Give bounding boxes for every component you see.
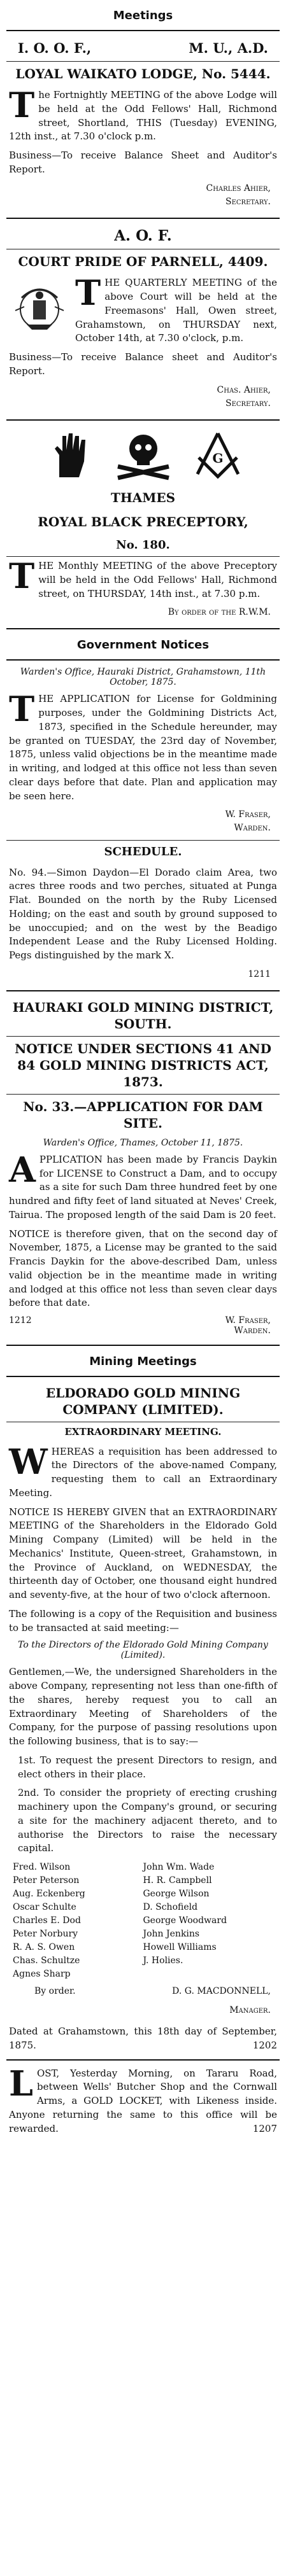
gov-schedule-num: 1211 [248, 969, 271, 979]
skull-crossbones-icon [108, 430, 178, 480]
lost-body: LOST, Yesterday Morning, on Tararu Road, between Wells' Butcher Shop and the Cornwall Arms, a GOLD LOCKET, with Likeness inside. Anyone returning the same to this office will be rewarded. 1207 [9, 2062, 277, 2134]
preceptory-body: THE Monthly MEETING of the above Preceptory will be held in the Odd Fellows' Hall, Richmond street, on THURSDAY, 14th inst., at 7.30 p.m. [9, 556, 277, 599]
preceptory-l3: No. 180. [116, 538, 170, 552]
drop-cap: W [9, 1441, 48, 1482]
drop-cap: T [9, 556, 35, 597]
eldorado-gentlemen: Gentlemen,—We, the undersigned Shareholders in the above Company, representing not less than one-fifth of the shares, hereby request you to call an Extraordinary Meeting of Shareholders of the Company, for the purpose of passing resolutions upon the following business, that is to say:— [9, 1666, 277, 1747]
preceptory-l2: ROYAL BLACK PRECEPTORY, [38, 514, 248, 529]
eldorado-notice [0, 1377, 286, 2059]
eldorado-to: To the Directors of the Eldorado Gold Mining Company (Limited). [18, 1640, 268, 1661]
drop-cap: T [9, 689, 35, 730]
meetings-header: Meetings [113, 9, 173, 22]
eldorado-signature: By order. D. G. MACDONNELL, [34, 1986, 271, 1997]
eldorado-copy: The following is a copy of the Requisition and business to be transacted at said meeting:— [9, 1607, 277, 1634]
aof-title: A. O. F. [114, 227, 172, 244]
aof-business: Business—To receive Balance sheet and Auditor's Report. [9, 351, 277, 377]
eldorado-dated: Dated at Grahamstown, this 18th day of September, 1875. 1202 [9, 2026, 277, 2051]
hauraki-title: HAURAKI GOLD MINING DISTRICT, SOUTH. [12, 999, 274, 1032]
gov-office: Warden's Office, Hauraki District, Grahamstown, 11th October, 1875. [20, 667, 266, 688]
ioof-notice [0, 31, 286, 218]
aof-notice [0, 219, 286, 419]
eldorado-body: WHEREAS a requisition has been addressed to the Directors of the above-named Company, requesting them to call an Extraordinary Meeting. [9, 1441, 277, 1499]
gov-schedule-body: No. 94.—Simon Daydon—El Dorado claim Area, two acres three roods and two perches, situated at Punga Flat. Bounded on the north by the Ruby Licensed Holding; on the east and south by ground supposed to be unoccupied; and on the west by the Beadigo Independent Lease and the Ruby Licensed Holding. Pegs distinguished by the mark X. [9, 866, 277, 962]
drop-cap: L [9, 2062, 33, 2104]
lost-notice [0, 2061, 286, 2143]
ioof-business: Business—To receive Balance Sheet and Auditor's Report. [9, 150, 277, 175]
gov-notice [0, 661, 286, 990]
names-left: Fred. Wilson Peter Peterson Aug. Eckenberg Oscar Schulte Charles E. Dod Peter Norbury R. A. S. Owen Chas. Schultze Agnes Sharp [13, 1862, 85, 1980]
eldorado-notice-body: NOTICE IS HEREBY GIVEN that an EXTRAORDINARY MEETING of the Shareholders in the Eldorado Gold Mining Company (Limited) will be held in the Mechanics' Institute, Queen-street, Grahamstown, in the Province of Auckland, on WEDNESDAY, the thirteenth day of October, one thousand eight hundred and seventy-five, at the hour of two o'clock afternoon. [9, 1506, 277, 1601]
svg-text:G: G [211, 450, 224, 466]
aof-signature: Chas. Ahier, Secretary. [217, 384, 271, 409]
preceptory-l1: THAMES [110, 489, 176, 505]
eldorado-title: ELDORADO GOLD MINING COMPANY (LIMITED). [45, 1385, 241, 1418]
drop-cap: T [9, 85, 35, 125]
drop-cap: T [75, 272, 101, 314]
mining-header: Mining Meetings [89, 1355, 197, 1369]
eldorado-item2: 2nd. To consider the propriety of erecting crushing machinery upon the Company's ground, or securing a site for the machinery adjacent thereto, and to authorise the Directors to raise the necessary capital. [18, 1787, 277, 1854]
square-compass-icon [192, 430, 243, 480]
aof-body: THE QUARTERLY MEETING of the above Court will be held at the Freemasons' Hall, Owen street, Grahamstown, on THURSDAY next, October 14th, at 7.30 o'clock, p.m. [0, 274, 286, 348]
ioof-right: M. U., A.D. [189, 40, 268, 56]
ioof-body: The Fortnightly MEETING of the above Lodge will be held at the Odd Fellows' Hall, Richmond street, Shortland, THIS (Tuesday) EVENING, 12th inst., at 7.30 o'clock p.m. [9, 85, 277, 143]
hand-icon [43, 430, 94, 480]
hauraki-office: Warden's Office, Thames, October 11, 1875. [43, 1137, 243, 1148]
aof-court: COURT PRIDE OF PARNELL, 4409. [18, 254, 268, 270]
drop-cap: A [9, 1149, 36, 1190]
eldorado-extra: EXTRAORDINARY MEETING. [64, 1426, 222, 1438]
preceptory-emblems [0, 424, 286, 486]
ioof-title-row [0, 35, 286, 61]
gov-header: Government Notices [76, 638, 210, 652]
forester-emblem-icon [9, 279, 70, 333]
hauraki-notice [0, 991, 286, 1345]
names-right: John Wm. Wade H. R. Campbell George Wilson D. Schofield George Woodward John Jenkins Howell Williams J. Holies. [143, 1862, 227, 1966]
hauraki-app: No. 33.—APPLICATION FOR DAM SITE. [23, 1098, 263, 1131]
black-preceptory-notice [0, 421, 286, 629]
hauraki-notice-title: NOTICE UNDER SECTIONS 41 AND 84 GOLD MINING DISTRICTS ACT, 1873. [15, 1040, 271, 1089]
hauraki-notice-body: NOTICE is therefore given, that on the second day of November, 1875, a License may be granted to the said Francis Daykin for the above-described Dam, unless valid objection be in the meantime made in writing and lodged at this office not less than seven clear days before that date. [9, 1228, 277, 1309]
ioof-left: I. O. O. F., [18, 40, 92, 56]
gov-body: THE APPLICATION for License for Goldmining purposes, under the Goldmining Districts Act, 1873, specified in the Schedule hereunder, may be granted on TUESDAY, the 23rd day of November, 1875, unless valid objections be in the meantime made in writing, and lodged at this office not less than seven clear days before that date. Plan and application may be seen here. [9, 689, 277, 802]
eldorado-item1: 1st. To request the present Directors to resign, and elect others in their place. [18, 1754, 277, 1780]
hauraki-body: APPLICATION has been made by Francis Daykin for LICENSE to Construct a Dam, and to occupy as a site for such Dam three hundred feet by one hundred and fifty feet of land situated at Neves' Creek, Tairua. The proposed length of the said Dam is 20 feet. [9, 1149, 277, 1221]
shareholder-names [0, 1858, 286, 1984]
ioof-lodge: LOYAL WAIKATO LODGE, No. 5444. [15, 66, 271, 81]
gov-schedule-title: SCHEDULE. [104, 845, 182, 859]
eldorado-role: Manager. [229, 2005, 271, 2016]
ioof-signature: Charles Ahier, Secretary. [206, 183, 271, 207]
hauraki-signature: 1212 W. Fraser, Warden. [9, 1315, 271, 1336]
gov-signature: W. Fraser, Warden. [225, 809, 271, 834]
preceptory-order: By order of the R.W.M. [168, 607, 271, 618]
